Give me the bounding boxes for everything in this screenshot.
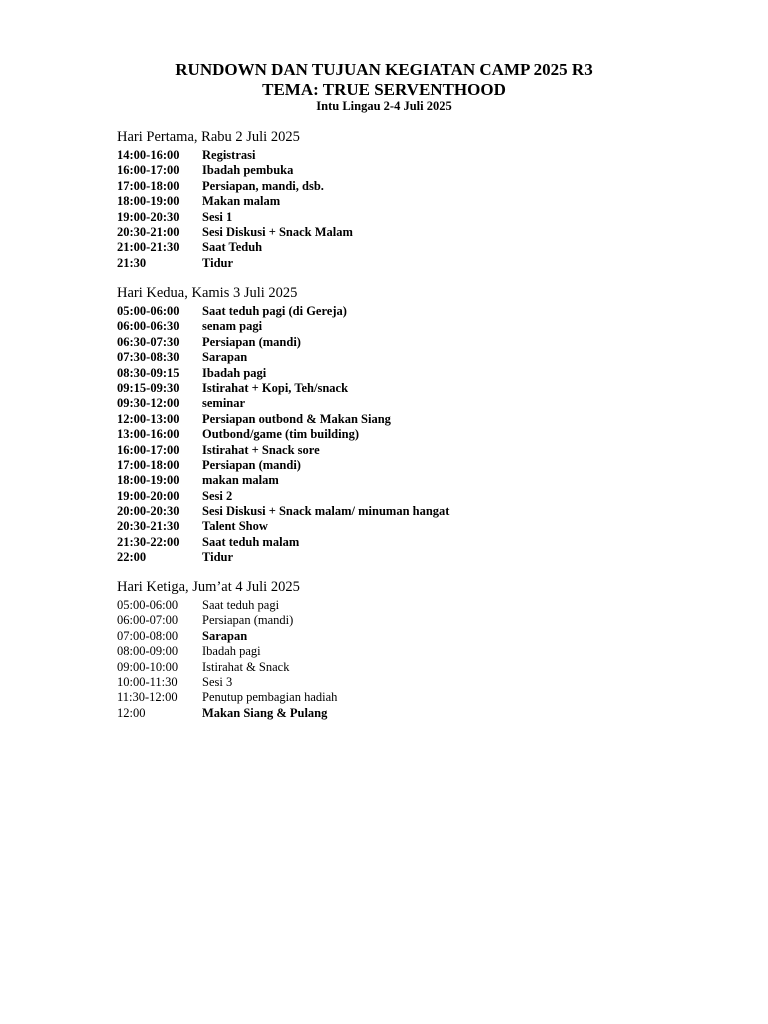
schedule-activity: Ibadah pagi — [202, 365, 267, 380]
schedule-row — [117, 427, 677, 442]
schedule-row — [117, 690, 677, 705]
schedule-row — [117, 163, 677, 178]
schedule-time: 10:00-11:30 — [117, 674, 178, 689]
schedule-row — [117, 335, 677, 350]
schedule-time: 16:00-17:00 — [117, 442, 180, 457]
schedule-activity: Sesi 2 — [202, 488, 233, 503]
schedule-activity: Sesi Diskusi + Snack Malam — [202, 224, 353, 239]
schedule-time: 17:00-18:00 — [117, 457, 180, 472]
schedule-row — [117, 179, 677, 194]
schedule-activity: Makan malam — [202, 194, 281, 209]
schedule-time: 20:30-21:30 — [117, 519, 180, 534]
schedule-activity: Istirahat & Snack — [202, 659, 290, 674]
schedule-activity: Penutup pembagian hadiah — [202, 690, 338, 705]
schedule-row — [117, 706, 677, 721]
schedule-activity: Sesi 1 — [202, 209, 233, 224]
schedule-row — [117, 350, 677, 365]
schedule-activity: Makan Siang & Pulang — [202, 705, 328, 720]
schedule-row — [117, 489, 677, 504]
schedule-row — [117, 675, 677, 690]
schedule-activity: Sarapan — [202, 350, 248, 365]
schedule-activity: Talent Show — [202, 519, 268, 534]
schedule-time: 06:30-07:30 — [117, 334, 180, 349]
schedule-time: 07:30-08:30 — [117, 350, 180, 365]
schedule-activity: Persiapan (mandi) — [202, 613, 294, 628]
day-heading: Hari Kedua, Kamis 3 Juli 2025 — [117, 285, 298, 301]
schedule-row — [117, 148, 677, 163]
schedule-row — [117, 396, 677, 411]
schedule-row — [117, 458, 677, 473]
schedule-row — [117, 519, 677, 534]
schedule-activity: Sesi Diskusi + Snack malam/ minuman hangat — [202, 504, 450, 519]
schedule-list — [117, 304, 677, 566]
schedule-time: 18:00-19:00 — [117, 473, 180, 488]
day-section-2 — [117, 284, 677, 566]
schedule-time: 09:30-12:00 — [117, 396, 180, 411]
schedule-list — [117, 148, 677, 271]
schedule-time: 21:30 — [117, 255, 147, 270]
schedule-activity: Istirahat + Snack sore — [202, 442, 320, 457]
schedule-activity: Ibadah pembuka — [202, 163, 294, 178]
schedule-time: 07:00-08:00 — [117, 628, 179, 643]
document-title: RUNDOWN DAN TUJUAN KEGIATAN CAMP 2025 R3 — [175, 60, 593, 79]
schedule-time: 13:00-16:00 — [117, 427, 180, 442]
schedule-time: 16:00-17:00 — [117, 163, 180, 178]
document-theme: TEMA: TRUE SERVENTHOOD — [262, 80, 506, 99]
schedule-activity: Persiapan (mandi) — [202, 334, 301, 349]
schedule-time: 05:00-06:00 — [117, 304, 180, 318]
schedule-row — [117, 443, 677, 458]
day-heading: Hari Pertama, Rabu 2 Juli 2025 — [117, 129, 300, 145]
schedule-time: 08:00-09:00 — [117, 644, 179, 659]
schedule-row — [117, 473, 677, 488]
schedule-row — [117, 613, 677, 628]
schedule-time: 05:00-06:00 — [117, 598, 179, 612]
schedule-row — [117, 412, 677, 427]
schedule-activity: makan malam — [202, 473, 279, 488]
schedule-row — [117, 194, 677, 209]
schedule-row — [117, 598, 677, 613]
schedule-row — [117, 256, 677, 271]
schedule-activity: Saat teduh malam — [202, 534, 300, 549]
schedule-row — [117, 660, 677, 675]
schedule-row — [117, 629, 677, 644]
schedule-activity: Istirahat + Kopi, Teh/snack — [202, 380, 349, 395]
schedule-activity: Saat teduh pagi — [202, 598, 280, 612]
schedule-activity: senam pagi — [202, 319, 263, 334]
schedule-time: 09:00-10:00 — [117, 659, 179, 674]
schedule-time: 12:00 — [117, 705, 146, 720]
schedule-row — [117, 210, 677, 225]
schedule-time: 17:00-18:00 — [117, 178, 180, 193]
schedule-row — [117, 504, 677, 519]
schedule-time: 09:15-09:30 — [117, 380, 180, 395]
schedule-row — [117, 366, 677, 381]
schedule-activity: Registrasi — [202, 148, 256, 162]
schedule-activity: Outbond/game (tim building) — [202, 427, 359, 442]
schedule-activity: Saat teduh pagi (di Gereja) — [202, 304, 347, 318]
schedule-row — [117, 319, 677, 334]
schedule-time: 14:00-16:00 — [117, 148, 180, 162]
schedule-activity: Persiapan, mandi, dsb. — [202, 178, 324, 193]
schedule-row — [117, 644, 677, 659]
schedule-time: 19:00-20:00 — [117, 488, 180, 503]
schedule-time: 12:00-13:00 — [117, 411, 180, 426]
schedule-time: 20:30-21:00 — [117, 224, 180, 239]
schedule-row — [117, 381, 677, 396]
schedule-activity: Persiapan outbond & Makan Siang — [202, 411, 391, 426]
schedule-activity: Tidur — [202, 255, 234, 270]
schedule-time: 06:00-06:30 — [117, 319, 180, 334]
schedule-time: 21:00-21:30 — [117, 240, 180, 255]
schedule-time: 21:30-22:00 — [117, 534, 180, 549]
schedule-activity: Sesi 3 — [202, 674, 233, 689]
schedule-activity: Persiapan (mandi) — [202, 457, 301, 472]
schedule-time: 20:00-20:30 — [117, 504, 180, 519]
schedule-time: 06:00-07:00 — [117, 613, 179, 628]
schedule-activity: Ibadah pagi — [202, 644, 261, 659]
schedule-activity: seminar — [202, 396, 246, 411]
day-heading: Hari Ketiga, Jum’at 4 Juli 2025 — [117, 579, 300, 595]
day-section-3 — [117, 578, 677, 721]
schedule-row — [117, 550, 677, 565]
schedule-activity: Tidur — [202, 550, 234, 565]
schedule-activity: Saat Teduh — [202, 240, 263, 255]
schedule-row — [117, 535, 677, 550]
schedule-time: 11:30-12:00 — [117, 690, 178, 705]
schedule-activity: Sarapan — [202, 628, 248, 643]
schedule-row — [117, 225, 677, 240]
schedule-row — [117, 240, 677, 255]
schedule-time: 18:00-19:00 — [117, 194, 180, 209]
schedule-time: 22:00 — [117, 550, 147, 565]
location-date: Intu Lingau 2-4 Juli 2025 — [316, 99, 452, 113]
schedule-time: 19:00-20:30 — [117, 209, 180, 224]
schedule-row — [117, 304, 677, 319]
schedule-time: 08:30-09:15 — [117, 365, 180, 380]
schedule-list — [117, 598, 677, 721]
day-section-1 — [117, 128, 677, 271]
